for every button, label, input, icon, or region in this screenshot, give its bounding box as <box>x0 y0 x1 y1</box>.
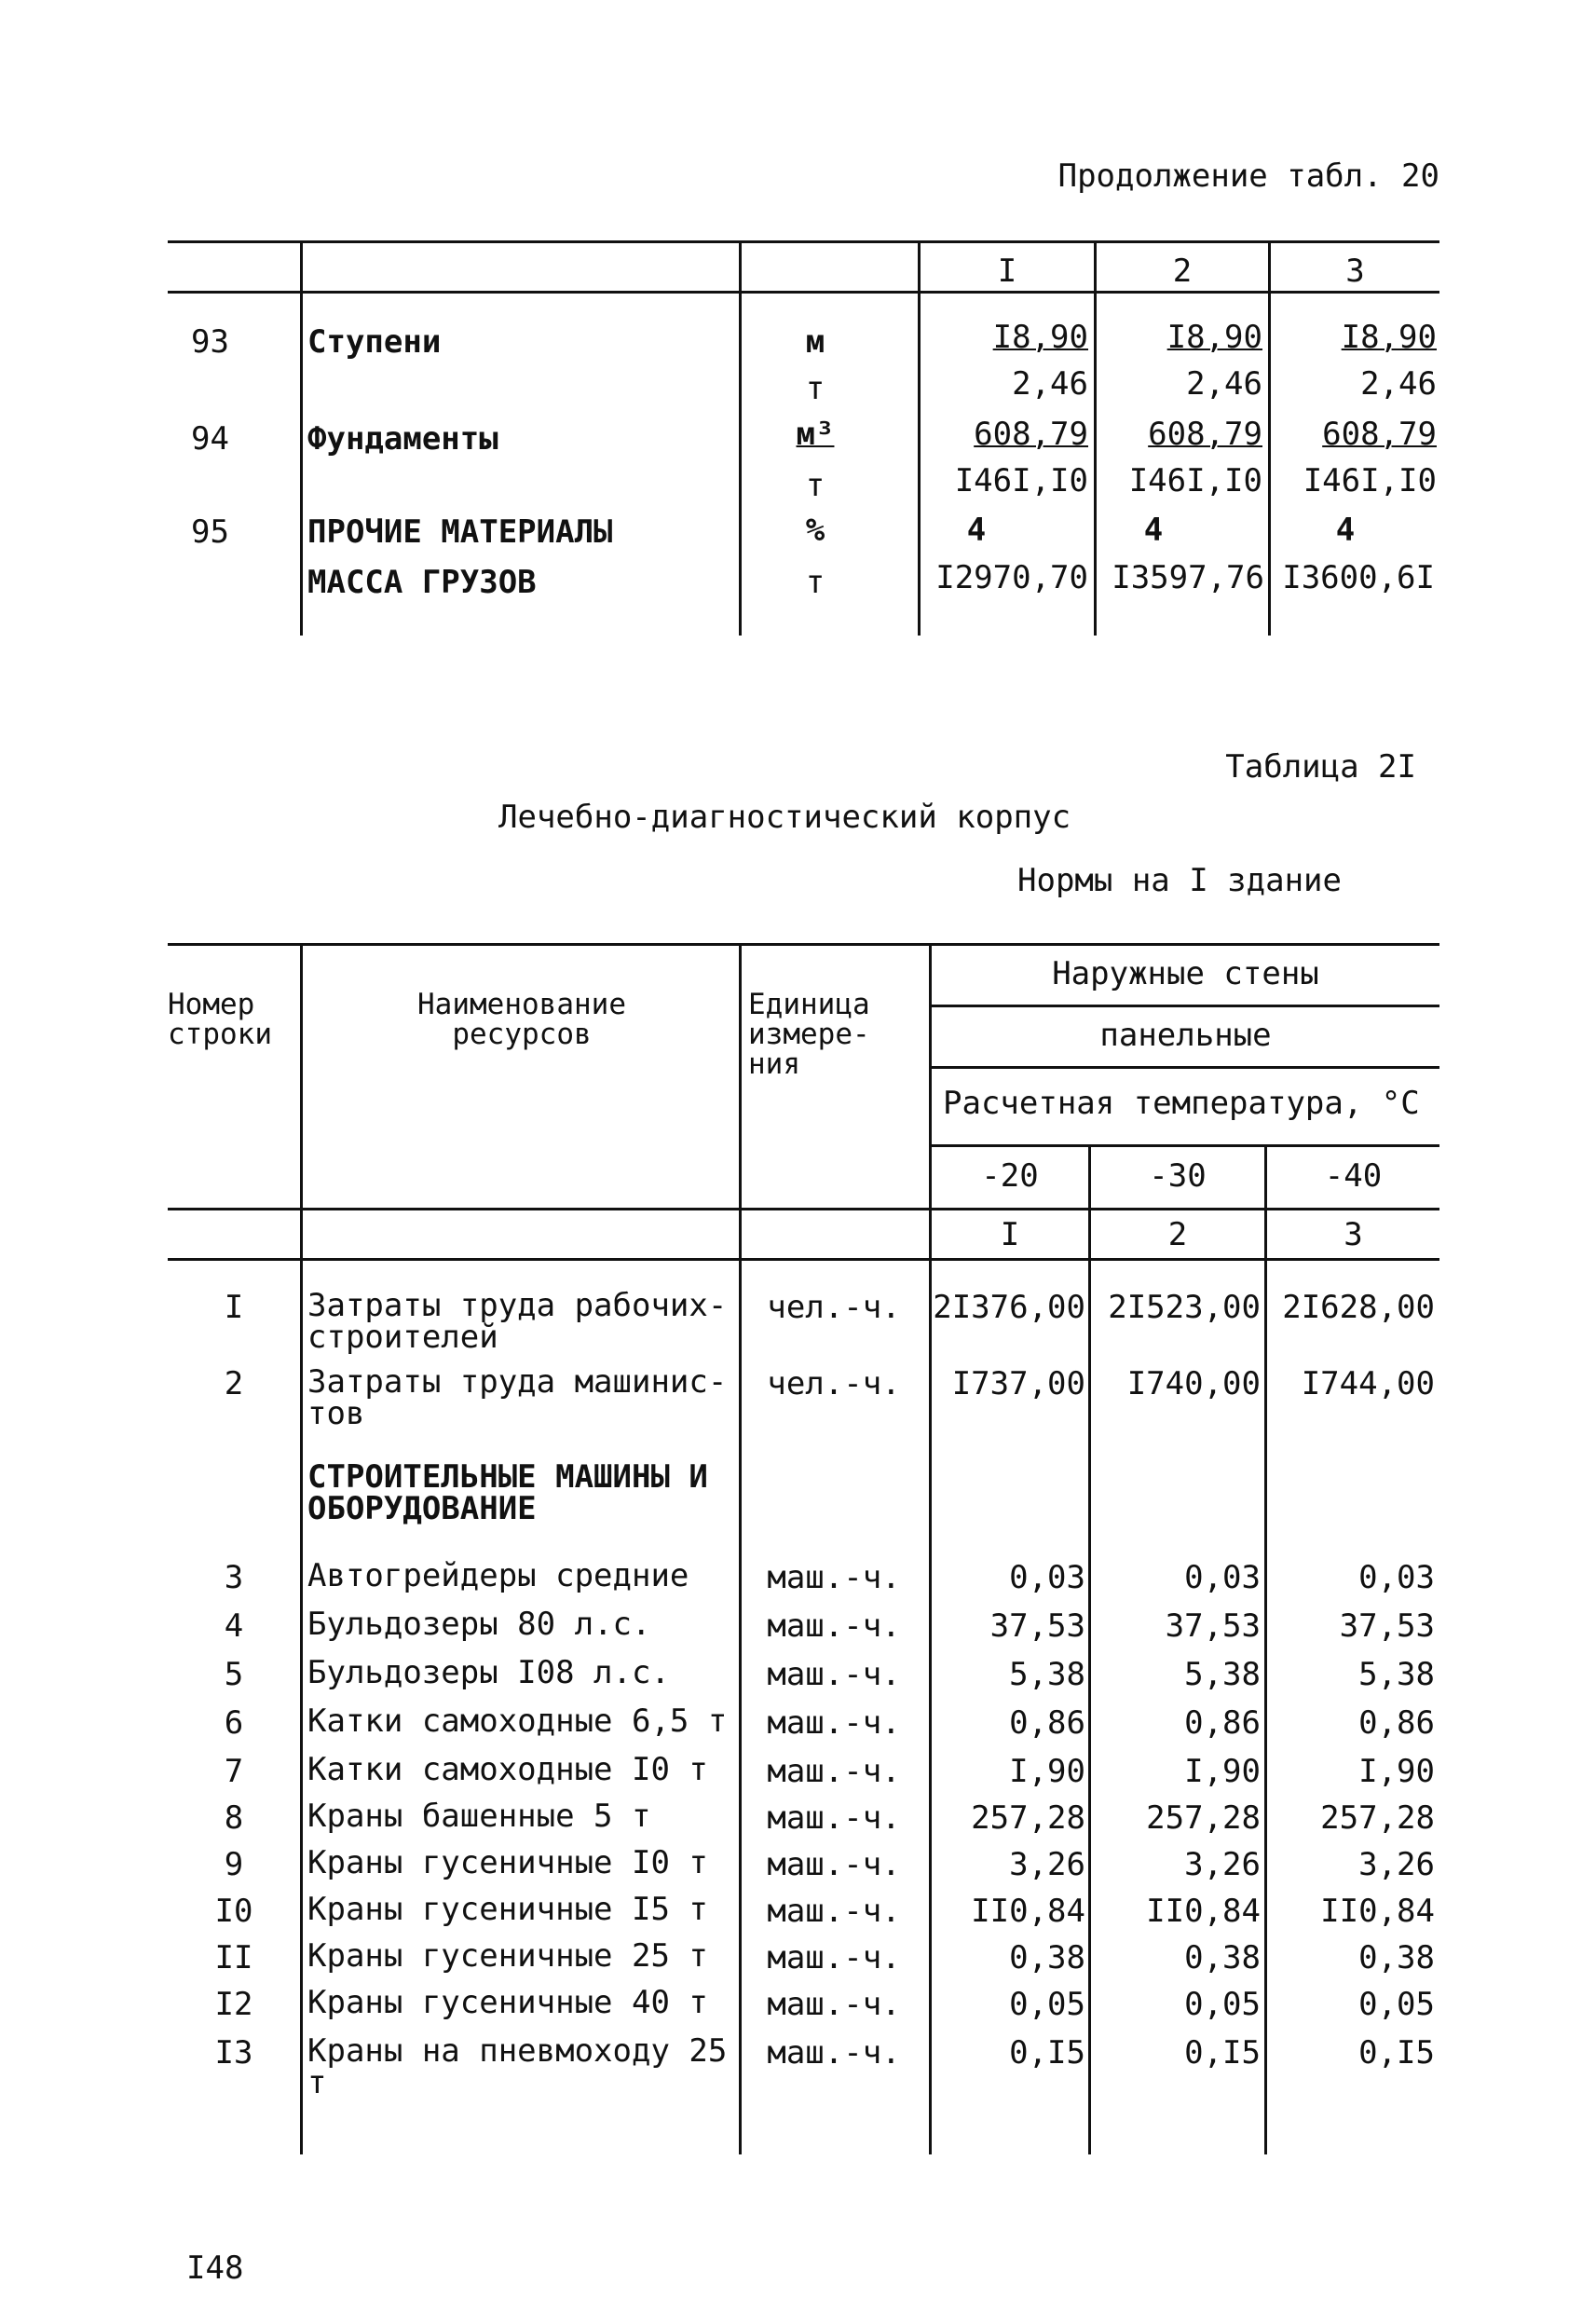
table21-row-number: II <box>214 1939 253 1976</box>
table21-caption: Таблица 2I <box>1225 748 1416 786</box>
table21-row-name: Краны башенные 5 т <box>307 1798 651 1835</box>
table20-cell: 2,46 <box>1360 365 1437 403</box>
table21-header-row-number: Номер строки <box>168 988 272 1051</box>
table21-row-unit: чел.-ч. <box>767 1289 901 1326</box>
table21-cell: 0,38 <box>1009 1939 1085 1976</box>
table21-cell: 3,26 <box>1009 1846 1085 1883</box>
table20-row-unit: м³ <box>796 416 835 453</box>
table20-cell: I3600,6I <box>1282 559 1435 596</box>
table21-cell: 0,05 <box>1184 1986 1261 2023</box>
table21-cell: 0,38 <box>1184 1939 1261 1976</box>
table21-row-unit: маш.-ч. <box>767 1846 901 1883</box>
table20-divider <box>300 242 303 636</box>
table21-cell: 3,26 <box>1184 1846 1261 1883</box>
table21-title: Лечебно-диагностический корпус <box>498 799 1071 836</box>
table21-row-name: Автогрейдеры средние <box>307 1557 689 1594</box>
table21-row-unit: маш.-ч. <box>767 1986 901 2023</box>
table21-row-name: Катки самоходные 6,5 т <box>307 1702 728 1740</box>
table21-cell: I,90 <box>1184 1753 1261 1790</box>
table20-row-unit: % <box>805 512 825 549</box>
table21-row-number: I3 <box>214 2034 253 2072</box>
table21-cell: I744,00 <box>1301 1365 1435 1402</box>
table21-cell: 2I523,00 <box>1108 1289 1261 1326</box>
table21-row-name: Катки самоходные I0 т <box>307 1751 708 1788</box>
table21-header-unit: Единица измере-ния <box>748 988 870 1081</box>
table21-cell: 0,05 <box>1358 1986 1435 2023</box>
table21-cell: 0,86 <box>1009 1704 1085 1742</box>
table21-cell: 0,03 <box>1009 1559 1085 1596</box>
table20-row-unit: т <box>805 467 825 504</box>
table21-row-number: 9 <box>224 1846 244 1883</box>
table21-cell: 0,86 <box>1184 1704 1261 1742</box>
table20-cell: 2,46 <box>1186 365 1262 403</box>
table20-row-name: ПРОЧИЕ МАТЕРИАЛЫ <box>307 513 613 551</box>
table21-header-group: Наружные стены <box>1052 955 1319 992</box>
table21-col-number: I <box>1000 1216 1020 1253</box>
table21-header-rule <box>168 1208 1439 1210</box>
table21-header-name: Наименование ресурсов <box>417 988 626 1051</box>
table20-col-number: 3 <box>1345 253 1365 290</box>
table21-row-unit: маш.-ч. <box>767 1893 901 1930</box>
table20-cell: 4 <box>1335 512 1356 549</box>
table21-row-number: I2 <box>214 1986 253 2023</box>
table21-cell: 5,38 <box>1009 1656 1085 1693</box>
table21-row-number: 2 <box>224 1365 244 1402</box>
table20-cell: 608,79 <box>1148 416 1262 453</box>
table21-header-rule <box>168 1258 1439 1261</box>
table21-rule <box>929 1144 1439 1147</box>
table21-header-temp-value: -30 <box>1149 1157 1207 1195</box>
table21-row-number: 6 <box>224 1704 244 1742</box>
table21-cell: 0,03 <box>1358 1559 1435 1596</box>
table20-cell: 608,79 <box>1322 416 1437 453</box>
table21-header-subgroup: панельные <box>1099 1017 1272 1054</box>
table21-top-rule <box>168 943 1439 946</box>
table21-cell: 0,05 <box>1009 1986 1085 2023</box>
table21-header-temp-value: -20 <box>981 1157 1039 1195</box>
table21-row-name: Бульдозеры 80 л.с. <box>307 1606 651 1643</box>
table21-rule <box>929 1066 1439 1069</box>
table21-row-unit: чел.-ч. <box>767 1365 901 1402</box>
table21-cell: 257,28 <box>1320 1799 1435 1837</box>
table20-row-unit: м <box>805 323 825 361</box>
table21-rule <box>929 1005 1439 1007</box>
table21-row-number: I <box>224 1289 244 1326</box>
table21-row-unit: маш.-ч. <box>767 2034 901 2072</box>
table21-cell: 257,28 <box>971 1799 1085 1837</box>
table21-cell: 5,38 <box>1358 1656 1435 1693</box>
table20-row-number: 93 <box>191 323 229 361</box>
page-number: I48 <box>186 2249 244 2287</box>
table20-cell: I46I,I0 <box>954 462 1088 499</box>
table21-col-number: 2 <box>1167 1216 1188 1253</box>
table21-row-name: Бульдозеры I08 л.с. <box>307 1654 670 1691</box>
table21-cell: 2I376,00 <box>933 1289 1085 1326</box>
table21-cell: 37,53 <box>989 1607 1085 1645</box>
table20-cell: I8,90 <box>992 319 1088 356</box>
table20-cell: I46I,I0 <box>1303 462 1437 499</box>
table21-row-name: Затраты труда машинис-тов <box>307 1363 728 1432</box>
table20-cell: I8,90 <box>1341 319 1437 356</box>
table21-cell: 257,28 <box>1146 1799 1261 1837</box>
table21-cell: II0,84 <box>971 1893 1085 1930</box>
table20-row-unit: т <box>805 370 825 407</box>
table21-divider <box>300 945 303 2154</box>
table21-row-unit: маш.-ч. <box>767 1656 901 1693</box>
table20-divider <box>739 242 742 636</box>
table21-cell: 3,26 <box>1358 1846 1435 1883</box>
table21-cell: 37,53 <box>1165 1607 1261 1645</box>
table20-cell: I3597,76 <box>1112 559 1264 596</box>
table20-cell: 4 <box>966 512 987 549</box>
table21-cell: I740,00 <box>1126 1365 1261 1402</box>
table20-row-name: Ступени <box>307 323 442 361</box>
table21-cell: 0,I5 <box>1009 2034 1085 2072</box>
table20-caption: Продолжение табл. 20 <box>1057 157 1439 195</box>
table21-row-name: Краны гусеничные 40 т <box>307 1984 708 2021</box>
table21-row-number: 4 <box>224 1607 244 1645</box>
table20-row-number: 94 <box>191 420 229 458</box>
table21-cell: 2I628,00 <box>1282 1289 1435 1326</box>
table21-cell: I737,00 <box>951 1365 1085 1402</box>
table21-row-name: Затраты труда рабочих-строителей <box>307 1287 728 1356</box>
table20-col-number: 2 <box>1172 253 1193 290</box>
table21-row-name: Краны гусеничные I5 т <box>307 1891 708 1928</box>
table21-row-number: I0 <box>214 1893 253 1930</box>
table21-subtitle: Нормы на I здание <box>1017 862 1342 899</box>
table20-row-number: 95 <box>191 513 229 551</box>
table21-row-number: 3 <box>224 1559 244 1596</box>
table21-cell: 0,I5 <box>1358 2034 1435 2072</box>
table21-row-name: Краны на пневмоходу 25 т <box>307 2032 728 2101</box>
table21-section-heading: СТРОИТЕЛЬНЫЕ МАШИНЫ И ОБОРУДОВАНИЕ <box>307 1458 708 1527</box>
table20-cell: I8,90 <box>1166 319 1262 356</box>
table21-row-unit: маш.-ч. <box>767 1799 901 1837</box>
table21-cell: II0,84 <box>1146 1893 1261 1930</box>
table21-cell: 0,I5 <box>1184 2034 1261 2072</box>
table21-header-temp-value: -40 <box>1324 1157 1383 1195</box>
table20-row-unit: т <box>805 564 825 601</box>
table21-cell: 5,38 <box>1184 1656 1261 1693</box>
table20-header-rule <box>168 291 1439 294</box>
table20-row-name: МАССА ГРУЗОВ <box>307 564 537 601</box>
table21-col-number: 3 <box>1344 1216 1363 1253</box>
table21-row-unit: маш.-ч. <box>767 1704 901 1742</box>
table21-row-unit: маш.-ч. <box>767 1559 901 1596</box>
table21-row-number: 7 <box>224 1753 244 1790</box>
table20-row-name: Фундаменты <box>307 420 498 458</box>
table21-row-unit: маш.-ч. <box>767 1607 901 1645</box>
table21-row-unit: маш.-ч. <box>767 1939 901 1976</box>
table21-row-name: Краны гусеничные I0 т <box>307 1844 708 1881</box>
table21-cell: I,90 <box>1358 1753 1435 1790</box>
table21-row-number: 8 <box>224 1799 244 1837</box>
table20-col-number: I <box>997 253 1017 290</box>
table20-cell: 608,79 <box>974 416 1088 453</box>
table21-cell: I,90 <box>1009 1753 1085 1790</box>
table21-row-number: 5 <box>224 1656 244 1693</box>
table21-cell: 0,03 <box>1184 1559 1261 1596</box>
table21-cell: II0,84 <box>1320 1893 1435 1930</box>
table21-header-temp: Расчетная температура, °С <box>943 1085 1420 1122</box>
table20-cell: I46I,I0 <box>1128 462 1262 499</box>
table20-cell: I2970,70 <box>935 559 1088 596</box>
table21-row-unit: маш.-ч. <box>767 1753 901 1790</box>
table20-cell: 4 <box>1143 512 1164 549</box>
table21-cell: 0,86 <box>1358 1704 1435 1742</box>
table20-cell: 2,46 <box>1012 365 1088 403</box>
table20-top-rule <box>168 240 1439 243</box>
table21-cell: 37,53 <box>1339 1607 1435 1645</box>
table21-row-name: Краны гусеничные 25 т <box>307 1937 708 1975</box>
table21-cell: 0,38 <box>1358 1939 1435 1976</box>
table21-divider <box>739 945 742 2154</box>
